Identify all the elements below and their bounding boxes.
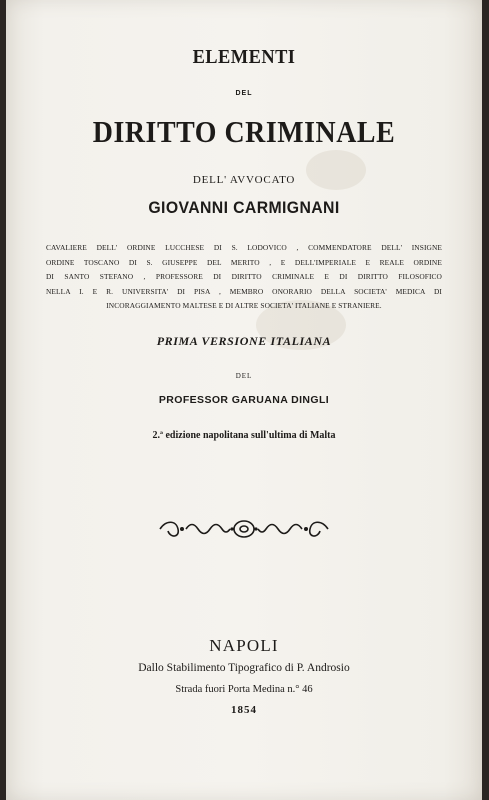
imprint-city: NAPOLI <box>209 636 279 655</box>
version-line: PRIMA VERSIONE ITALIANA <box>156 334 332 348</box>
heading-elementi: ELEMENTI <box>192 46 296 68</box>
imprint-year: 1854 <box>231 704 257 716</box>
edition-line: 2.ª edizione napolitana sull'ultima di Malta <box>152 430 336 441</box>
main-title: DIRITTO CRIMINALE <box>92 114 396 149</box>
imprint-printer: Dallo Stabilimento Tipografico di P. Androsio <box>138 662 350 674</box>
author-honors <box>46 241 442 314</box>
author-name: GIOVANNI CARMIGNANI <box>148 198 340 217</box>
translator-prefix: DEL <box>235 372 253 380</box>
heading-del: DEL <box>235 90 253 97</box>
honors-line: CAVALIERE DELL' ORDINE LUCCHESE DI S. LODOVICO , COMMENDATORE DELL' INSIGNE <box>46 243 442 252</box>
author-prefix: DELL' AVVOCATO <box>192 174 296 186</box>
printer-ornament-icon <box>154 516 334 542</box>
imprint-address: Strada fuori Porta Medina n.° 46 <box>175 684 313 695</box>
honors-line: ORDINE TOSCANO DI S. GIUSEPPE DEL MERITO , E DELL'IMPERIALE E REALE ORDINE <box>46 257 442 267</box>
title-page <box>6 0 482 800</box>
translator-name: PROFESSOR GARUANA DINGLI <box>158 394 330 406</box>
honors-line: DI SANTO STEFANO , PROFESSORE DI DIRITTO CRIMINALE E DI DIRITTO FILOSOFICO <box>46 272 442 281</box>
honors-line: INCORAGGIAMENTO MALTESE E DI ALTRE SOCIETA' ITALIANE E STRANIERE. <box>106 301 382 310</box>
honors-line: NELLA I. E R. UNIVERSITA' DI PISA , MEMBRO ONORARIO DELLA SOCIETA' MEDICA DI <box>46 286 442 296</box>
